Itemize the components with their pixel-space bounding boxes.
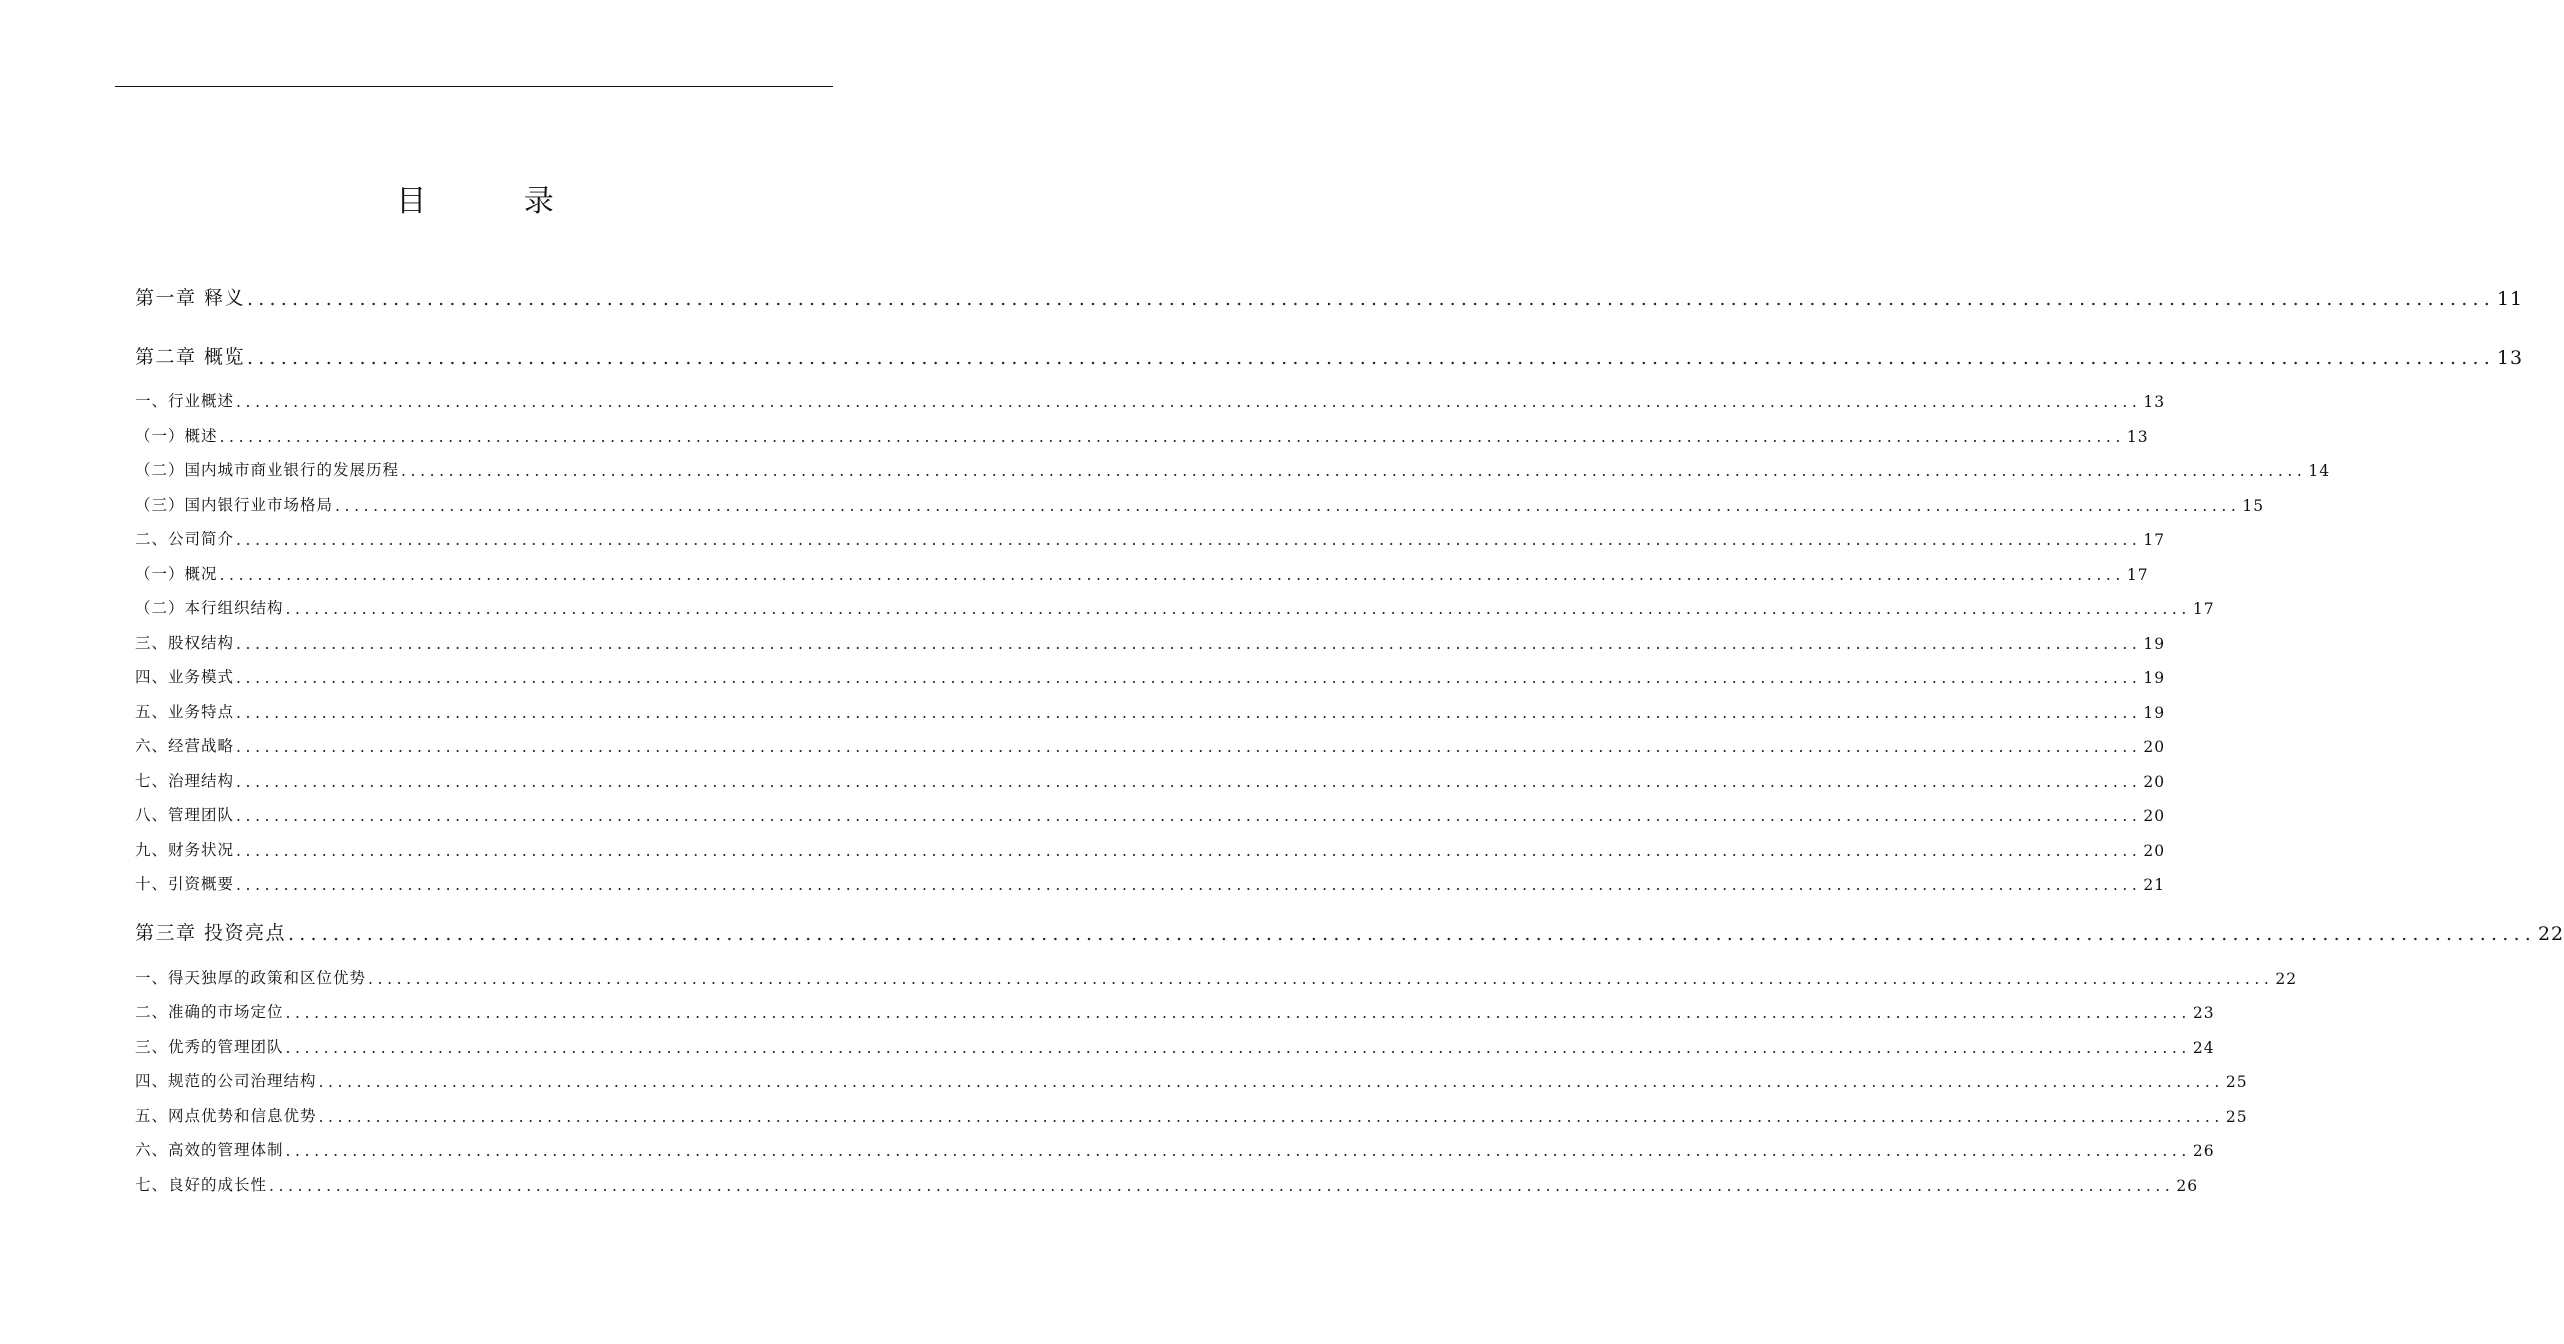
toc-section-entry[interactable]: [135, 665, 2166, 687]
toc-section-entry[interactable]: [135, 803, 2166, 825]
toc-section-entry[interactable]: [135, 700, 2166, 722]
toc-page-number: 26: [2192, 1142, 2215, 1160]
toc-page-number: 17: [2192, 600, 2215, 618]
toc-entry-label: 二、公司简介: [135, 530, 235, 548]
toc-page-number: 19: [2143, 704, 2166, 722]
toc-entry-label: 九、财务状况: [135, 841, 235, 859]
toc-page-number: 19: [2143, 635, 2166, 653]
toc-section-entry[interactable]: [135, 1104, 2248, 1126]
toc-entry-label: 五、网点优势和信息优势: [135, 1107, 317, 1125]
toc-entry-label: 三、优秀的管理团队: [135, 1038, 284, 1056]
toc-entry-label: 四、业务模式: [135, 668, 235, 686]
toc-dot-leader: ........................................................................................................................................................................................................: [318, 1108, 2224, 1126]
toc-dot-leader: ........................................................................................................................................................................................................: [247, 288, 2495, 310]
toc-section-entry[interactable]: [135, 389, 2166, 411]
toc-page-number: 21: [2143, 876, 2166, 894]
toc-dot-leader: ........................................................................................................................................................................................................: [368, 970, 2274, 988]
toc-dot-leader: ........................................................................................................................................................................................................: [401, 462, 2307, 480]
toc-page-number: 20: [2143, 738, 2166, 756]
toc-entry-label: 一、得天独厚的政策和区位优势: [135, 969, 367, 987]
toc-dot-leader: ........................................................................................................................................................................................................: [285, 600, 2191, 618]
toc-page-number: 17: [2126, 566, 2149, 584]
toc-entry-label: 第三章 投资亮点: [135, 922, 287, 944]
toc-dot-leader: ........................................................................................................................................................................................................: [219, 566, 2125, 584]
toc-entry-label: （三）国内银行业市场格局: [135, 496, 334, 514]
toc-page-number: 20: [2143, 842, 2166, 860]
toc-section-entry[interactable]: [135, 562, 2149, 584]
toc-page-number: 20: [2143, 773, 2166, 791]
toc-page-number: 25: [2225, 1108, 2248, 1126]
toc-entry-label: 第二章 概览: [135, 346, 246, 368]
toc-dot-leader: ........................................................................................................................................................................................................: [288, 923, 2536, 945]
toc-entry-label: 十、引资概要: [135, 875, 235, 893]
toc-entry-label: 七、治理结构: [135, 772, 235, 790]
toc-entry-label: 六、高效的管理体制: [135, 1141, 284, 1159]
toc-dot-leader: ........................................................................................................................................................................................................: [285, 1142, 2191, 1160]
toc-chapter-entry[interactable]: [135, 341, 2524, 369]
toc-section-entry[interactable]: [135, 527, 2166, 549]
toc-dot-leader: ........................................................................................................................................................................................................: [236, 704, 2142, 722]
toc-entry-label: （一）概述: [135, 427, 218, 445]
toc-section-entry[interactable]: [135, 1000, 2215, 1022]
toc-page-number: 14: [2308, 462, 2331, 480]
toc-dot-leader: ........................................................................................................................................................................................................: [269, 1177, 2175, 1195]
toc-page-number: 24: [2192, 1039, 2215, 1057]
toc-dot-leader: ........................................................................................................................................................................................................: [236, 669, 2142, 687]
toc-entry-label: 第一章 释义: [135, 287, 246, 309]
toc-page-number: 17: [2143, 531, 2166, 549]
toc-title: 目 录: [396, 184, 598, 219]
toc-page-number: 13: [2143, 393, 2166, 411]
toc-entry-label: （一）概况: [135, 565, 218, 583]
toc-page-number: 19: [2143, 669, 2166, 687]
toc-dot-leader: ........................................................................................................................................................................................................: [236, 635, 2142, 653]
toc-dot-leader: ........................................................................................................................................................................................................: [236, 393, 2142, 411]
toc-dot-leader: ........................................................................................................................................................................................................: [285, 1004, 2191, 1022]
toc-dot-leader: ........................................................................................................................................................................................................: [236, 773, 2142, 791]
toc-page-number: 20: [2143, 807, 2166, 825]
toc-dot-leader: ........................................................................................................................................................................................................: [236, 807, 2142, 825]
toc-page-number: 22: [2537, 923, 2564, 945]
toc-section-entry[interactable]: [135, 631, 2166, 653]
toc-page-number: 23: [2192, 1004, 2215, 1022]
toc-dot-leader: ........................................................................................................................................................................................................: [236, 531, 2142, 549]
toc-entry-label: 五、业务特点: [135, 703, 235, 721]
toc-section-entry[interactable]: [135, 596, 2215, 618]
toc-section-entry[interactable]: [135, 1173, 2199, 1195]
toc-page-number: 15: [2242, 497, 2265, 515]
toc-chapter-entry[interactable]: [135, 917, 2564, 945]
toc-dot-leader: ........................................................................................................................................................................................................: [285, 1039, 2191, 1057]
toc-entry-label: 二、准确的市场定位: [135, 1003, 284, 1021]
toc-dot-leader: ........................................................................................................................................................................................................: [219, 428, 2125, 446]
header-rule: [115, 86, 833, 87]
toc-entry-label: 四、规范的公司治理结构: [135, 1072, 317, 1090]
toc-section-entry[interactable]: [135, 966, 2298, 988]
toc-entry-label: 三、股权结构: [135, 634, 235, 652]
toc-section-entry[interactable]: [135, 734, 2166, 756]
toc-page-number: 11: [2496, 288, 2524, 310]
toc-dot-leader: ........................................................................................................................................................................................................: [236, 842, 2142, 860]
toc-page-number: 13: [2126, 428, 2149, 446]
toc-dot-leader: ........................................................................................................................................................................................................: [247, 347, 2495, 369]
toc-section-entry[interactable]: [135, 493, 2265, 515]
toc-page-number: 13: [2496, 347, 2524, 369]
toc-section-entry[interactable]: [135, 872, 2166, 894]
toc-dot-leader: ........................................................................................................................................................................................................: [236, 738, 2142, 756]
toc-section-entry[interactable]: [135, 1069, 2248, 1091]
toc-entry-label: （二）本行组织结构: [135, 599, 284, 617]
toc-entry-label: 一、行业概述: [135, 392, 235, 410]
toc-dot-leader: ........................................................................................................................................................................................................: [335, 497, 2241, 515]
toc-section-entry[interactable]: [135, 1035, 2215, 1057]
toc-entry-label: （二）国内城市商业银行的发展历程: [135, 461, 400, 479]
toc-dot-leader: ........................................................................................................................................................................................................: [318, 1073, 2224, 1091]
toc-entry-label: 八、管理团队: [135, 806, 235, 824]
toc-entry-label: 六、经营战略: [135, 737, 235, 755]
toc-entry-label: 七、良好的成长性: [135, 1176, 268, 1194]
toc-page-number: 22: [2275, 970, 2298, 988]
toc-section-entry[interactable]: [135, 458, 2331, 480]
toc-dot-leader: ........................................................................................................................................................................................................: [236, 876, 2142, 894]
toc-page-number: 26: [2176, 1177, 2199, 1195]
toc-section-entry[interactable]: [135, 769, 2166, 791]
toc-chapter-entry[interactable]: [135, 282, 2524, 310]
toc-page-number: 25: [2225, 1073, 2248, 1091]
toc-section-entry[interactable]: [135, 424, 2149, 446]
toc-section-entry[interactable]: [135, 838, 2166, 860]
toc-section-entry[interactable]: [135, 1138, 2215, 1160]
